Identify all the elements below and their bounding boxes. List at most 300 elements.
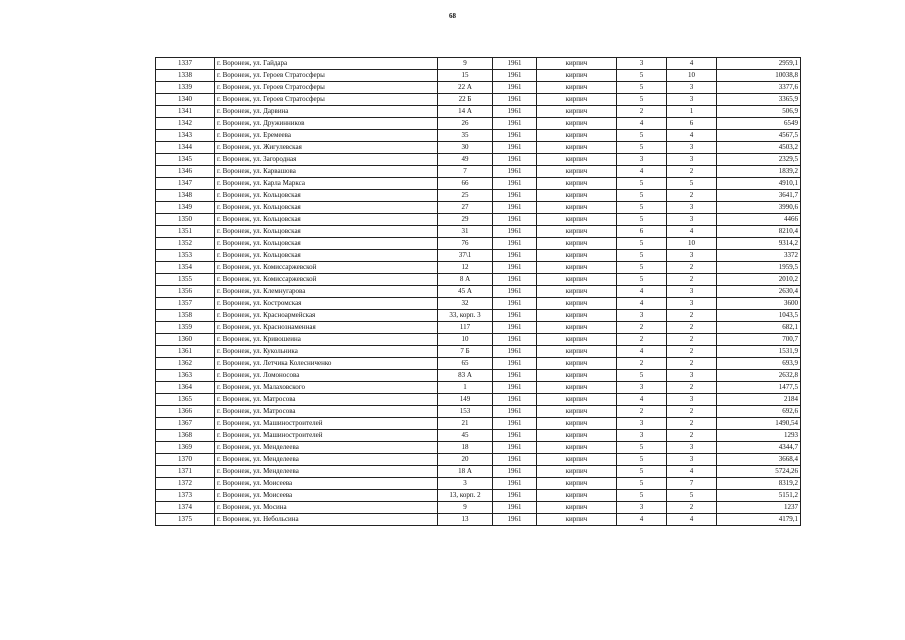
address-cell: г. Воронеж, ул. Кукольника: [215, 346, 438, 358]
table-row: [156, 106, 801, 118]
row-number-cell: 1362: [156, 358, 215, 370]
entrances-cell: 4: [667, 226, 717, 238]
area-cell: 2184: [717, 394, 801, 406]
floors-cell: 5: [617, 490, 667, 502]
entrances-cell: 6: [667, 118, 717, 130]
floors-cell: 5: [617, 178, 667, 190]
wall-material-cell: кирпич: [537, 286, 617, 298]
row-number-cell: 1360: [156, 334, 215, 346]
entrances-cell: 3: [667, 298, 717, 310]
floors-cell: 5: [617, 250, 667, 262]
row-number-cell: 1341: [156, 106, 215, 118]
address-cell: г. Воронеж, ул. Героев Стратосферы: [215, 70, 438, 82]
table-row: [156, 70, 801, 82]
house-number-cell: 22 А: [438, 82, 493, 94]
wall-material-cell: кирпич: [537, 178, 617, 190]
row-number-cell: 1372: [156, 478, 215, 490]
build-year-cell: 1961: [493, 466, 537, 478]
build-year-cell: 1961: [493, 58, 537, 70]
table-row: [156, 178, 801, 190]
entrances-cell: 7: [667, 478, 717, 490]
table-row: [156, 430, 801, 442]
floors-cell: 4: [617, 346, 667, 358]
entrances-cell: 2: [667, 322, 717, 334]
area-cell: 1237: [717, 502, 801, 514]
build-year-cell: 1961: [493, 154, 537, 166]
table-row: [156, 226, 801, 238]
address-cell: г. Воронеж, ул. Летчика Колесниченко: [215, 358, 438, 370]
floors-cell: 5: [617, 214, 667, 226]
build-year-cell: 1961: [493, 346, 537, 358]
build-year-cell: 1961: [493, 334, 537, 346]
area-cell: 3990,6: [717, 202, 801, 214]
floors-cell: 5: [617, 202, 667, 214]
build-year-cell: 1961: [493, 310, 537, 322]
address-cell: г. Воронеж, ул. Комиссаржевской: [215, 262, 438, 274]
build-year-cell: 1961: [493, 250, 537, 262]
wall-material-cell: кирпич: [537, 406, 617, 418]
area-cell: 4910,1: [717, 178, 801, 190]
floors-cell: 5: [617, 82, 667, 94]
build-year-cell: 1961: [493, 70, 537, 82]
house-number-cell: 49: [438, 154, 493, 166]
area-cell: 2632,8: [717, 370, 801, 382]
area-cell: 4466: [717, 214, 801, 226]
area-cell: 4567,5: [717, 130, 801, 142]
floors-cell: 2: [617, 106, 667, 118]
build-year-cell: 1961: [493, 514, 537, 526]
build-year-cell: 1961: [493, 94, 537, 106]
house-number-cell: 9: [438, 58, 493, 70]
address-cell: г. Воронеж, ул. Клемнугарова: [215, 286, 438, 298]
address-cell: г. Воронеж, ул. Моисеева: [215, 478, 438, 490]
area-cell: 10038,8: [717, 70, 801, 82]
wall-material-cell: кирпич: [537, 454, 617, 466]
table-row: [156, 346, 801, 358]
entrances-cell: 2: [667, 418, 717, 430]
area-cell: 1531,9: [717, 346, 801, 358]
wall-material-cell: кирпич: [537, 70, 617, 82]
address-cell: г. Воронеж, ул. Кольцовская: [215, 250, 438, 262]
table-row: [156, 490, 801, 502]
address-cell: г. Воронеж, ул. Героев Стратосферы: [215, 94, 438, 106]
table-row: [156, 94, 801, 106]
build-year-cell: 1961: [493, 298, 537, 310]
row-number-cell: 1355: [156, 274, 215, 286]
row-number-cell: 1347: [156, 178, 215, 190]
house-number-cell: 45: [438, 430, 493, 442]
address-cell: г. Воронеж, ул. Кольцовская: [215, 226, 438, 238]
floors-cell: 4: [617, 166, 667, 178]
floors-cell: 5: [617, 466, 667, 478]
area-cell: 2329,5: [717, 154, 801, 166]
row-number-cell: 1342: [156, 118, 215, 130]
build-year-cell: 1961: [493, 382, 537, 394]
row-number-cell: 1371: [156, 466, 215, 478]
area-cell: 682,1: [717, 322, 801, 334]
area-cell: 1477,5: [717, 382, 801, 394]
house-number-cell: 13: [438, 514, 493, 526]
entrances-cell: 1: [667, 106, 717, 118]
wall-material-cell: кирпич: [537, 250, 617, 262]
entrances-cell: 4: [667, 130, 717, 142]
row-number-cell: 1368: [156, 430, 215, 442]
floors-cell: 5: [617, 370, 667, 382]
row-number-cell: 1367: [156, 418, 215, 430]
table-row: [156, 454, 801, 466]
entrances-cell: 4: [667, 514, 717, 526]
house-number-cell: 117: [438, 322, 493, 334]
wall-material-cell: кирпич: [537, 478, 617, 490]
address-cell: г. Воронеж, ул. Кривошеина: [215, 334, 438, 346]
row-number-cell: 1366: [156, 406, 215, 418]
wall-material-cell: кирпич: [537, 370, 617, 382]
address-cell: г. Воронеж, ул. Малаховского: [215, 382, 438, 394]
floors-cell: 5: [617, 130, 667, 142]
house-number-cell: 3: [438, 478, 493, 490]
area-cell: 6549: [717, 118, 801, 130]
wall-material-cell: кирпич: [537, 346, 617, 358]
row-number-cell: 1374: [156, 502, 215, 514]
wall-material-cell: кирпич: [537, 442, 617, 454]
build-year-cell: 1961: [493, 130, 537, 142]
entrances-cell: 2: [667, 310, 717, 322]
build-year-cell: 1961: [493, 166, 537, 178]
table-row: [156, 274, 801, 286]
address-cell: г. Воронеж, ул. Костромская: [215, 298, 438, 310]
table-row: [156, 466, 801, 478]
floors-cell: 5: [617, 238, 667, 250]
build-year-cell: 1961: [493, 322, 537, 334]
row-number-cell: 1354: [156, 262, 215, 274]
row-number-cell: 1375: [156, 514, 215, 526]
row-number-cell: 1340: [156, 94, 215, 106]
area-cell: 3600: [717, 298, 801, 310]
wall-material-cell: кирпич: [537, 118, 617, 130]
row-number-cell: 1338: [156, 70, 215, 82]
build-year-cell: 1961: [493, 286, 537, 298]
house-number-cell: 1: [438, 382, 493, 394]
table-row: [156, 142, 801, 154]
area-cell: 506,9: [717, 106, 801, 118]
table-row: [156, 334, 801, 346]
area-cell: 8210,4: [717, 226, 801, 238]
house-number-cell: 66: [438, 178, 493, 190]
row-number-cell: 1343: [156, 130, 215, 142]
row-number-cell: 1363: [156, 370, 215, 382]
entrances-cell: 3: [667, 82, 717, 94]
entrances-cell: 4: [667, 466, 717, 478]
floors-cell: 2: [617, 358, 667, 370]
area-cell: 1490,54: [717, 418, 801, 430]
floors-cell: 2: [617, 406, 667, 418]
entrances-cell: 3: [667, 214, 717, 226]
build-year-cell: 1961: [493, 118, 537, 130]
wall-material-cell: кирпич: [537, 298, 617, 310]
house-number-cell: 7: [438, 166, 493, 178]
table-row: [156, 190, 801, 202]
area-cell: 3668,4: [717, 454, 801, 466]
wall-material-cell: кирпич: [537, 226, 617, 238]
wall-material-cell: кирпич: [537, 334, 617, 346]
table-row: [156, 322, 801, 334]
build-year-cell: 1961: [493, 226, 537, 238]
entrances-cell: 3: [667, 286, 717, 298]
wall-material-cell: кирпич: [537, 322, 617, 334]
wall-material-cell: кирпич: [537, 310, 617, 322]
area-cell: 4503,2: [717, 142, 801, 154]
build-year-cell: 1961: [493, 454, 537, 466]
table-row: [156, 202, 801, 214]
wall-material-cell: кирпич: [537, 490, 617, 502]
row-number-cell: 1350: [156, 214, 215, 226]
table-row: [156, 382, 801, 394]
row-number-cell: 1352: [156, 238, 215, 250]
build-year-cell: 1961: [493, 406, 537, 418]
floors-cell: 3: [617, 502, 667, 514]
address-cell: г. Воронеж, ул. Матросова: [215, 394, 438, 406]
house-number-cell: 37\1: [438, 250, 493, 262]
area-cell: 2010,2: [717, 274, 801, 286]
table-row: [156, 406, 801, 418]
floors-cell: 2: [617, 334, 667, 346]
table-row: [156, 214, 801, 226]
entrances-cell: 4: [667, 58, 717, 70]
house-number-cell: 83 А: [438, 370, 493, 382]
area-cell: 5724,26: [717, 466, 801, 478]
area-cell: 3641,7: [717, 190, 801, 202]
floors-cell: 4: [617, 118, 667, 130]
build-year-cell: 1961: [493, 358, 537, 370]
table-row: [156, 478, 801, 490]
entrances-cell: 2: [667, 406, 717, 418]
house-number-cell: 21: [438, 418, 493, 430]
build-year-cell: 1961: [493, 370, 537, 382]
house-number-cell: 8 А: [438, 274, 493, 286]
build-year-cell: 1961: [493, 502, 537, 514]
area-cell: 5151,2: [717, 490, 801, 502]
address-cell: г. Воронеж, ул. Кольцовская: [215, 202, 438, 214]
entrances-cell: 10: [667, 238, 717, 250]
row-number-cell: 1359: [156, 322, 215, 334]
entrances-cell: 2: [667, 190, 717, 202]
table-row: [156, 418, 801, 430]
entrances-cell: 2: [667, 334, 717, 346]
row-number-cell: 1356: [156, 286, 215, 298]
entrances-cell: 2: [667, 274, 717, 286]
build-year-cell: 1961: [493, 478, 537, 490]
house-number-cell: 35: [438, 130, 493, 142]
entrances-cell: 2: [667, 382, 717, 394]
floors-cell: 5: [617, 190, 667, 202]
entrances-cell: 3: [667, 442, 717, 454]
build-year-cell: 1961: [493, 274, 537, 286]
wall-material-cell: кирпич: [537, 94, 617, 106]
wall-material-cell: кирпич: [537, 190, 617, 202]
entrances-cell: 3: [667, 394, 717, 406]
entrances-cell: 2: [667, 430, 717, 442]
house-number-cell: 26: [438, 118, 493, 130]
house-number-cell: 149: [438, 394, 493, 406]
row-number-cell: 1344: [156, 142, 215, 154]
row-number-cell: 1373: [156, 490, 215, 502]
table-row: [156, 286, 801, 298]
wall-material-cell: кирпич: [537, 418, 617, 430]
entrances-cell: 3: [667, 94, 717, 106]
floors-cell: 5: [617, 94, 667, 106]
entrances-cell: 2: [667, 502, 717, 514]
area-cell: 1293: [717, 430, 801, 442]
row-number-cell: 1365: [156, 394, 215, 406]
row-number-cell: 1346: [156, 166, 215, 178]
wall-material-cell: кирпич: [537, 430, 617, 442]
table-row: [156, 154, 801, 166]
entrances-cell: 2: [667, 166, 717, 178]
wall-material-cell: кирпич: [537, 394, 617, 406]
entrances-cell: 2: [667, 358, 717, 370]
build-year-cell: 1961: [493, 238, 537, 250]
area-cell: 693,9: [717, 358, 801, 370]
row-number-cell: 1361: [156, 346, 215, 358]
row-number-cell: 1351: [156, 226, 215, 238]
address-cell: г. Воронеж, ул. Менделеева: [215, 442, 438, 454]
address-cell: г. Воронеж, ул. Героев Стратосферы: [215, 82, 438, 94]
address-cell: г. Воронеж, ул. Машиностроителей: [215, 418, 438, 430]
address-cell: г. Воронеж, ул. Дарвина: [215, 106, 438, 118]
entrances-cell: 5: [667, 490, 717, 502]
wall-material-cell: кирпич: [537, 82, 617, 94]
floors-cell: 3: [617, 430, 667, 442]
table-row: [156, 358, 801, 370]
address-cell: г. Воронеж, ул. Дружинников: [215, 118, 438, 130]
area-cell: 1043,5: [717, 310, 801, 322]
build-year-cell: 1961: [493, 262, 537, 274]
table-row: [156, 130, 801, 142]
row-number-cell: 1337: [156, 58, 215, 70]
address-cell: г. Воронеж, ул. Загородная: [215, 154, 438, 166]
area-cell: 2959,1: [717, 58, 801, 70]
wall-material-cell: кирпич: [537, 106, 617, 118]
floors-cell: 3: [617, 418, 667, 430]
row-number-cell: 1345: [156, 154, 215, 166]
address-cell: г. Воронеж, ул. Небольсина: [215, 514, 438, 526]
entrances-cell: 10: [667, 70, 717, 82]
entrances-cell: 3: [667, 454, 717, 466]
entrances-cell: 3: [667, 154, 717, 166]
area-cell: 4344,7: [717, 442, 801, 454]
build-year-cell: 1961: [493, 82, 537, 94]
address-cell: г. Воронеж, ул. Краснознаменная: [215, 322, 438, 334]
build-year-cell: 1961: [493, 418, 537, 430]
area-cell: 1959,5: [717, 262, 801, 274]
house-number-cell: 14 А: [438, 106, 493, 118]
wall-material-cell: кирпич: [537, 466, 617, 478]
address-cell: г. Воронеж, ул. Комиссаржевской: [215, 274, 438, 286]
table-row: [156, 58, 801, 70]
floors-cell: 3: [617, 58, 667, 70]
wall-material-cell: кирпич: [537, 130, 617, 142]
table-row: [156, 118, 801, 130]
wall-material-cell: кирпич: [537, 274, 617, 286]
table-row: [156, 298, 801, 310]
wall-material-cell: кирпич: [537, 382, 617, 394]
wall-material-cell: кирпич: [537, 358, 617, 370]
row-number-cell: 1353: [156, 250, 215, 262]
house-number-cell: 10: [438, 334, 493, 346]
area-cell: 3372: [717, 250, 801, 262]
table-row: [156, 310, 801, 322]
house-number-cell: 29: [438, 214, 493, 226]
house-number-cell: 32: [438, 298, 493, 310]
address-cell: г. Воронеж, ул. Кольцовская: [215, 238, 438, 250]
table-row: [156, 262, 801, 274]
table-row: [156, 370, 801, 382]
build-year-cell: 1961: [493, 394, 537, 406]
house-number-cell: 20: [438, 454, 493, 466]
floors-cell: 4: [617, 298, 667, 310]
build-year-cell: 1961: [493, 106, 537, 118]
entrances-cell: 3: [667, 250, 717, 262]
floors-cell: 6: [617, 226, 667, 238]
address-cell: г. Воронеж, ул. Гайдара: [215, 58, 438, 70]
wall-material-cell: кирпич: [537, 214, 617, 226]
row-number-cell: 1339: [156, 82, 215, 94]
floors-cell: 5: [617, 274, 667, 286]
wall-material-cell: кирпич: [537, 514, 617, 526]
address-cell: г. Воронеж, ул. Карла Маркса: [215, 178, 438, 190]
floors-cell: 5: [617, 262, 667, 274]
area-cell: 4179,1: [717, 514, 801, 526]
row-number-cell: 1348: [156, 190, 215, 202]
address-cell: г. Воронеж, ул. Кольцовская: [215, 190, 438, 202]
entrances-cell: 3: [667, 142, 717, 154]
table-row: [156, 394, 801, 406]
build-year-cell: 1961: [493, 490, 537, 502]
address-cell: г. Воронеж, ул. Ломоносова: [215, 370, 438, 382]
housing-registry-table: [155, 57, 801, 526]
table-row: [156, 442, 801, 454]
build-year-cell: 1961: [493, 202, 537, 214]
page-number: 68: [449, 12, 456, 20]
house-number-cell: 7 Б: [438, 346, 493, 358]
wall-material-cell: кирпич: [537, 238, 617, 250]
table-row: [156, 82, 801, 94]
table-row: [156, 502, 801, 514]
row-number-cell: 1370: [156, 454, 215, 466]
table-row: [156, 250, 801, 262]
area-cell: 692,6: [717, 406, 801, 418]
floors-cell: 5: [617, 442, 667, 454]
area-cell: 3365,9: [717, 94, 801, 106]
house-number-cell: 18: [438, 442, 493, 454]
address-cell: г. Воронеж, ул. Мосина: [215, 502, 438, 514]
address-cell: г. Воронеж, ул. Еремеева: [215, 130, 438, 142]
house-number-cell: 76: [438, 238, 493, 250]
address-cell: г. Воронеж, ул. Жигулевская: [215, 142, 438, 154]
house-number-cell: 18 А: [438, 466, 493, 478]
house-number-cell: 33, корп. 3: [438, 310, 493, 322]
wall-material-cell: кирпич: [537, 142, 617, 154]
area-cell: 3377,6: [717, 82, 801, 94]
entrances-cell: 5: [667, 178, 717, 190]
entrances-cell: 3: [667, 202, 717, 214]
row-number-cell: 1357: [156, 298, 215, 310]
floors-cell: 4: [617, 514, 667, 526]
entrances-cell: 3: [667, 370, 717, 382]
area-cell: 1839,2: [717, 166, 801, 178]
house-number-cell: 153: [438, 406, 493, 418]
wall-material-cell: кирпич: [537, 154, 617, 166]
